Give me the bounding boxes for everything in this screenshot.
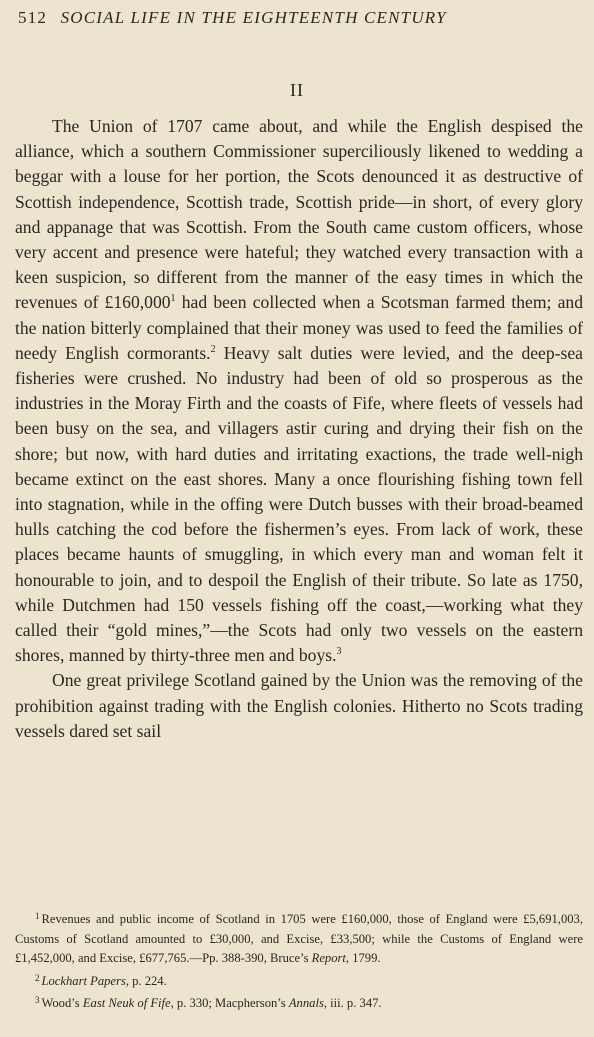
footnote-reference: 2	[210, 343, 216, 355]
text-run: had been collected when a Scotsman farmed them; and the nation bitterly complained that their money was used to feed the families of needy English cormorants.	[15, 292, 583, 363]
italic-title: Report	[311, 951, 346, 966]
text-run: Wood’s	[41, 996, 83, 1011]
text-run: One great privilege Scotland gained by the Union was the removing of the prohibition against trading with the English colonies. Hitherto no Scots trading vessels dared set sail	[15, 670, 583, 741]
italic-title: Annals	[288, 996, 324, 1011]
footnote	[15, 969, 583, 992]
footnote-reference: 1	[170, 293, 176, 305]
running-title: SOCIAL LIFE IN THE EIGHTEENTH CENTURY	[60, 8, 447, 27]
footnote-mark: 1	[35, 911, 40, 921]
footnote-mark: 2	[35, 972, 40, 983]
running-header	[18, 8, 574, 28]
text-run: , 1799.	[345, 951, 381, 966]
footnote-mark: 3	[35, 995, 40, 1006]
page-number: 512	[18, 8, 48, 27]
text-run: , p. 330; Macpherson’s	[170, 996, 289, 1011]
text-run: The Union of 1707 came about, and while the English despised the alliance, which a southern Commissioner superciliously likened to wedding a beggar with a louse for her portion, the Scots denounced it as destructive of Scottish independence, Scottish trade, Scottish pride—in short, of every glory and appanage that was Scottish. From the South came custom officers, whose very accent and presence were hateful; they watched every transaction with a keen suspicion, so different from the manner of the easy times in which the revenues of £160,000	[15, 116, 583, 313]
italic-title: Lockhart Papers	[41, 973, 126, 988]
body-text	[15, 114, 583, 744]
footnote	[15, 991, 583, 1014]
text-run: Revenues and public income of Scotland in 1705 were £160,000, those of England were £5,691,003, Customs of Scotland amounted to £30,000, and Excise, £33,500; while the Customs of England were £1,452,000, and Excise, £677,765.—Pp. 388-390, Bruce’s	[15, 912, 583, 966]
italic-title: East Neuk of Fife	[82, 996, 171, 1011]
text-run: , p. 224.	[125, 973, 167, 988]
text-run: Heavy salt duties were levied, and the deep-sea fisheries were crushed. No industry had been of old so prosperous as the industries in the Moray Firth and the coasts of Fife, where fleets of vessels had been busy on the sea, and villagers astir curing and drying their fish on the shore; but now, with hard duties and irritating exactions, the trade well-nigh became extinct on the east shores. Many a once flourishing fishing town fell into stagnation, while in the offing were Dutch busses with their broad-beamed hulls catching the cod before the fishermen’s eyes. From lack of work, these places became haunts of smuggling, in which every man and woman felt it honourable to join, and to despoil the English of their tribute. So late as 1750, while Dutchmen had 150 vessels fishing off the coast,—working what they called their “gold mines,”—the Scots had only two vessels on the eastern shores, manned by thirty-three men and boys.	[15, 342, 583, 666]
paragraph	[15, 114, 583, 668]
footnote	[15, 907, 583, 969]
footnote-reference: 3	[336, 646, 342, 658]
footnotes	[15, 907, 583, 1014]
paragraph	[15, 668, 583, 744]
section-number: II	[290, 80, 304, 100]
text-run: , iii. p. 347.	[323, 996, 382, 1011]
